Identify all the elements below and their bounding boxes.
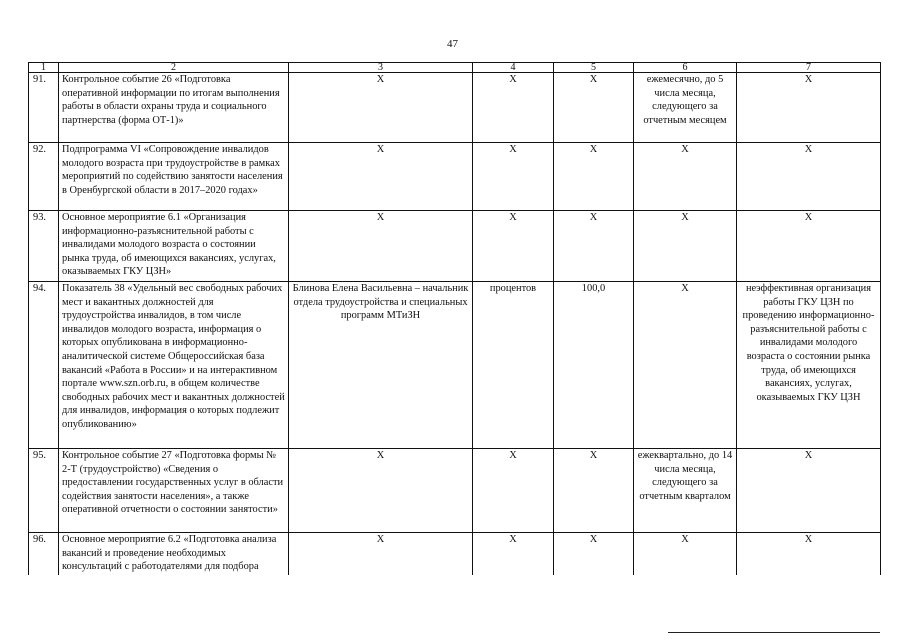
- row-deadline: ежемесячно, до 5 числа месяца, следующего за отчетным месяцем: [634, 73, 737, 143]
- row-name: Основное мероприятие 6.1 «Организация информационно-разъяснительной работы с инвалидами молодого возраста о состоянии рынка труда, об имеющихся вакансиях, услугах, оказываемых ГКУ ЦЗН»: [59, 211, 289, 282]
- table-row: [29, 73, 881, 143]
- row-responsible: Блинова Елена Васильевна – начальник отдела трудоустройства и специальных программ МТиЗН: [289, 282, 473, 449]
- bottom-divider: [668, 632, 880, 633]
- row-notes: Х: [737, 449, 881, 533]
- row-number: 91.: [29, 73, 59, 143]
- table-row: [29, 211, 881, 282]
- row-deadline: Х: [634, 143, 737, 211]
- column-number: 5: [554, 63, 634, 73]
- plan-table: [28, 62, 881, 575]
- row-deadline: Х: [634, 211, 737, 282]
- row-unit: Х: [473, 211, 554, 282]
- row-unit: Х: [473, 73, 554, 143]
- row-notes: Х: [737, 533, 881, 575]
- row-value: Х: [554, 449, 634, 533]
- row-name: Контрольное событие 27 «Подготовка формы № 2-Т (трудоустройство) «Сведения о предоставлении государственных услуг в области содействия занятости населения», а также оперативной отчетности о состоянии занятости»: [59, 449, 289, 533]
- table-row: [29, 533, 881, 575]
- row-name: Подпрограмма VI «Сопровождение инвалидов молодого возраста при трудоустройстве в рамках мероприятий по содействию занятости населения в Оренбургской области в 2017–2020 годах»: [59, 143, 289, 211]
- row-deadline: ежеквартально, до 14 числа месяца, следующего за отчетным кварталом: [634, 449, 737, 533]
- column-number: 4: [473, 63, 554, 73]
- column-number: 6: [634, 63, 737, 73]
- row-responsible: Х: [289, 73, 473, 143]
- row-name: Показатель 38 «Удельный вес свободных рабочих мест и вакантных должностей для трудоустройства инвалидов, в том числе инвалидов молодого возраста, информация о которых опубликована в информационно-аналитической системе Общероссийская база вакансий «Работа в России» и на интерактивном портале www.szn.orb.ru, в общем количестве свободных рабочих мест и вакантных должностей для инвалидов, информация о которых подлежит опубликованию»: [59, 282, 289, 449]
- row-unit: Х: [473, 143, 554, 211]
- row-responsible: Х: [289, 449, 473, 533]
- row-notes: неэффективная организация работы ГКУ ЦЗН по проведению информационно-разъяснительной работы с инвалидами молодого возраста о состоянии рынка труда, об имеющихся вакансиях, услугах, оказываемых ГКУ ЦЗН: [737, 282, 881, 449]
- row-name: Основное мероприятие 6.2 «Подготовка анализа вакансий и проведение необходимых консультаций с работодателями для подбора: [59, 533, 289, 575]
- column-number: 7: [737, 63, 881, 73]
- row-value: Х: [554, 211, 634, 282]
- page-number: 47: [447, 38, 458, 50]
- row-name: Контрольное событие 26 «Подготовка оперативной информации по итогам выполнения работы в области охраны труда и социального партнерства (форма ОТ-1)»: [59, 73, 289, 143]
- row-number: 95.: [29, 449, 59, 533]
- row-notes: Х: [737, 73, 881, 143]
- row-unit: Х: [473, 449, 554, 533]
- row-responsible: Х: [289, 143, 473, 211]
- row-unit: Х: [473, 533, 554, 575]
- row-number: 94.: [29, 282, 59, 449]
- row-number: 96.: [29, 533, 59, 575]
- column-number: 1: [29, 63, 59, 73]
- column-number: 2: [59, 63, 289, 73]
- row-responsible: Х: [289, 533, 473, 575]
- table-row: [29, 143, 881, 211]
- row-number: 93.: [29, 211, 59, 282]
- row-notes: Х: [737, 211, 881, 282]
- row-unit: процентов: [473, 282, 554, 449]
- row-responsible: Х: [289, 211, 473, 282]
- row-number: 92.: [29, 143, 59, 211]
- row-value: 100,0: [554, 282, 634, 449]
- column-number-row: [29, 63, 881, 73]
- row-value: Х: [554, 143, 634, 211]
- row-notes: Х: [737, 143, 881, 211]
- table-row: [29, 449, 881, 533]
- table-row: [29, 282, 881, 449]
- row-value: Х: [554, 73, 634, 143]
- row-deadline: Х: [634, 282, 737, 449]
- row-deadline: Х: [634, 533, 737, 575]
- column-number: 3: [289, 63, 473, 73]
- row-value: Х: [554, 533, 634, 575]
